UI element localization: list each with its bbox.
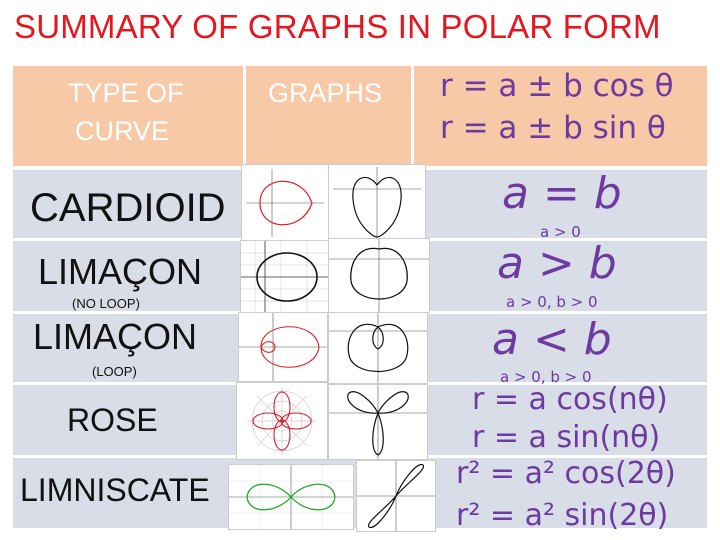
condition-cardioid: a > 0	[540, 223, 581, 241]
relation-rose-cos: r = a cos(nθ)	[472, 382, 668, 417]
condition-limacon-loop: a > 0, b > 0	[500, 368, 592, 386]
formula-sin: r = a ± b sin θ	[440, 110, 666, 146]
formula-cos: r = a ± b cos θ	[440, 68, 674, 104]
graph-rose-polar	[328, 384, 428, 460]
graph-limniscate-polar	[356, 460, 436, 532]
relation-rose-sin: r = a sin(nθ)	[472, 420, 661, 455]
graph-cardioid-polar	[328, 164, 426, 242]
relation-cardioid: a = b	[502, 168, 622, 219]
graph-limacon-loop-cartesian	[238, 312, 328, 382]
row-label-limacon-loop: LIMAÇON	[33, 316, 198, 357]
graph-limacon-noloop-cartesian	[240, 240, 329, 313]
relation-limacon-loop: a < b	[492, 314, 612, 365]
relation-limniscate-cos: r² = a² cos(2θ)	[456, 456, 676, 491]
graph-rose-cartesian	[236, 382, 328, 460]
header-graphs-label: GRAPHS	[268, 78, 383, 108]
header-type-label-line2: CURVE	[75, 116, 170, 146]
row-label-rose: ROSE	[67, 402, 158, 438]
condition-limacon-noloop: a > 0, b > 0	[506, 293, 598, 311]
graph-limacon-noloop-polar	[328, 238, 430, 313]
graph-cardioid-cartesian	[241, 164, 329, 242]
relation-limacon-noloop: a > b	[497, 238, 617, 289]
row-label-limniscate: LIMNISCATE	[20, 472, 210, 508]
row-note-limacon-loop: (LOOP)	[92, 364, 137, 379]
header-type-label-line1: TYPE OF	[68, 78, 184, 108]
row-note-limacon-noloop: (NO LOOP)	[72, 296, 140, 311]
graph-limniscate-cartesian	[228, 464, 354, 530]
graph-limacon-loop-polar	[328, 312, 428, 384]
row-label-cardioid: CARDIOID	[30, 186, 226, 230]
row-label-limacon-noloop: LIMAÇON	[38, 251, 203, 292]
relation-limniscate-sin: r² = a² sin(2θ)	[456, 498, 669, 533]
page-title: SUMMARY OF GRAPHS IN POLAR FORM	[14, 8, 661, 45]
